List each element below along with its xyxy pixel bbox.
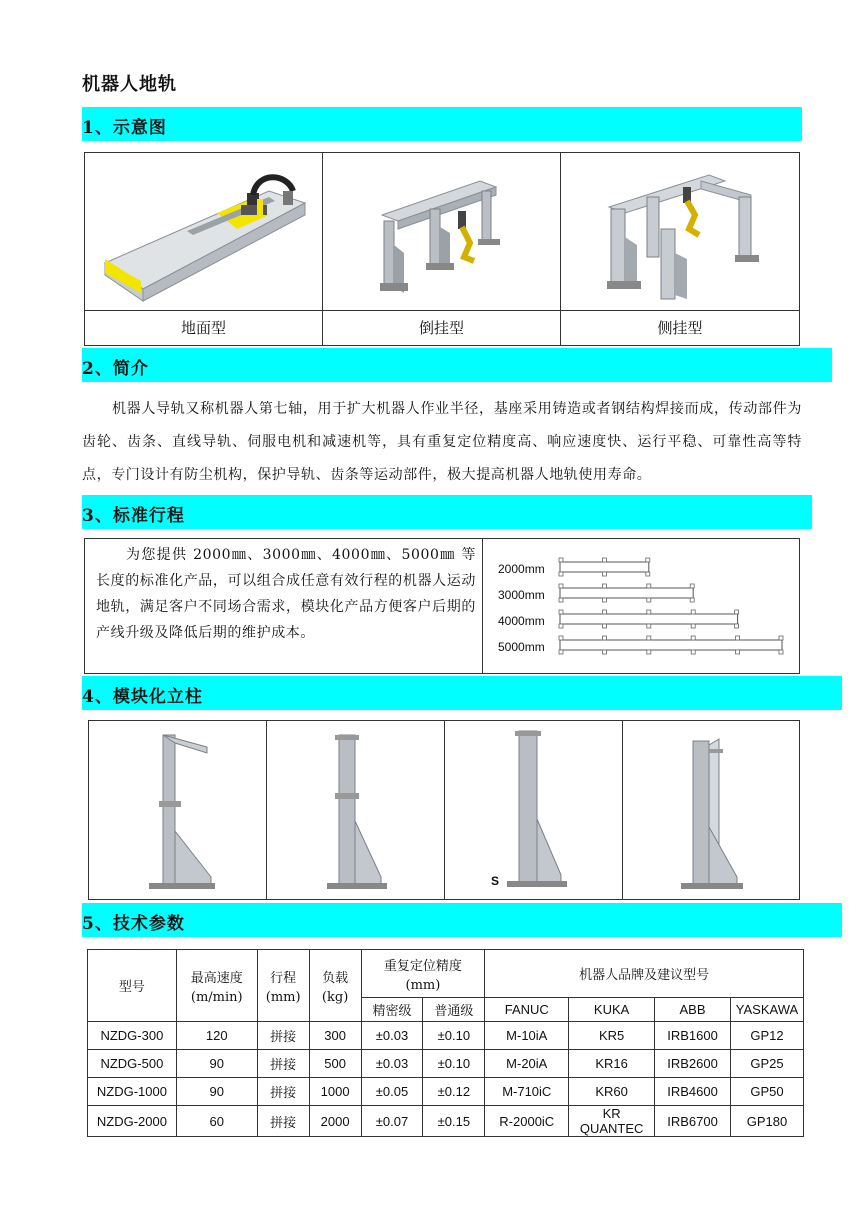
- section-title: 2、简介: [82, 359, 149, 379]
- length-label-4000: 4000mm: [498, 614, 545, 628]
- section-header-intro: [82, 348, 832, 382]
- rail-bracket: [602, 650, 606, 654]
- header-brands: 机器人品牌及建议型号: [485, 950, 804, 998]
- rail-bracket: [647, 636, 651, 640]
- table-row: NZDG-1000 90 拼接 1000 ±0.05 ±0.12 M-710iC KR60 IRB4600 GP50: [88, 1078, 804, 1106]
- header-fanuc: FANUC: [485, 998, 569, 1022]
- column-type-1-image: [135, 731, 225, 893]
- side-type-image: [601, 167, 765, 301]
- rail-bracket: [779, 650, 783, 654]
- section-header-columns: [82, 676, 842, 710]
- header-yaskawa: YASKAWA: [730, 998, 803, 1022]
- caption-floor-type: 地面型: [180, 319, 226, 337]
- table-row: NZDG-2000 60 拼接 2000 ±0.07 ±0.15 R-2000iC KR QUANTEC IRB6700 GP180: [88, 1106, 804, 1137]
- rail-bar-5000: [560, 640, 782, 650]
- rail-bracket: [602, 572, 606, 576]
- length-label-5000: 5000mm: [498, 640, 545, 654]
- floor-type-image: [97, 161, 311, 303]
- section-header-diagram: [82, 107, 802, 141]
- header-speed: 最高速度 (m/min): [176, 950, 257, 1022]
- rail-bracket: [602, 558, 606, 562]
- diagram-table: [84, 152, 800, 346]
- rail-length-diagram: [555, 550, 790, 660]
- section-title: 5、技术参数: [82, 914, 185, 934]
- rail-bracket: [736, 636, 740, 640]
- rail-bar-4000: [560, 614, 738, 624]
- rail-bracket: [559, 598, 563, 602]
- section-title: 1、示意图: [82, 118, 167, 138]
- caption-inverted-type: 倒挂型: [418, 319, 464, 337]
- column-mark: S: [491, 874, 500, 888]
- rail-bracket: [559, 558, 563, 562]
- section-title: 3、标准行程: [82, 506, 185, 526]
- header-load: 负载 (kg): [309, 950, 361, 1022]
- inverted-type-image: [370, 175, 520, 299]
- rail-bracket: [647, 624, 651, 628]
- section-header-stroke: [82, 495, 812, 529]
- header-model: 型号: [88, 950, 177, 1022]
- rail-bar-2000: [560, 562, 649, 572]
- rail-bracket: [602, 636, 606, 640]
- rail-bracket: [735, 624, 739, 628]
- rail-bracket: [647, 584, 651, 588]
- rail-bracket: [647, 650, 651, 654]
- rail-bracket: [602, 624, 606, 628]
- header-normal: 普通级: [423, 998, 485, 1022]
- header-precise: 精密级: [361, 998, 423, 1022]
- table-row: NZDG-500 90 拼接 500 ±0.03 ±0.10 M-20iA KR16 IRB2600 GP25: [88, 1050, 804, 1078]
- header-kuka: KUKA: [569, 998, 655, 1022]
- rail-bracket: [690, 598, 694, 602]
- rail-bracket: [690, 584, 694, 588]
- rail-bracket: [647, 598, 651, 602]
- rail-bracket: [559, 624, 563, 628]
- rail-bracket: [691, 636, 695, 640]
- params-table: [87, 949, 804, 1137]
- rail-bracket: [602, 584, 606, 588]
- rail-bracket: [559, 572, 563, 576]
- column-type-2-image: [315, 731, 405, 893]
- rail-bracket: [559, 650, 563, 654]
- section-header-params: [82, 903, 842, 937]
- rail-bracket: [736, 650, 740, 654]
- caption-side-type: 侧挂型: [657, 319, 703, 337]
- rail-bracket: [559, 636, 563, 640]
- rail-bracket: [559, 610, 563, 614]
- table-row: NZDG-300 120 拼接 300 ±0.03 ±0.10 M-10iA KR5 IRB1600 GP12: [88, 1022, 804, 1050]
- header-abb: ABB: [655, 998, 731, 1022]
- rail-bracket: [735, 610, 739, 614]
- section-title: 4、模块化立柱: [82, 687, 203, 707]
- rail-bracket: [602, 610, 606, 614]
- intro-paragraph: 机器人导轨又称机器人第七轴，用于扩大机器人作业半径，基座采用铸造或者钢结构焊接而成，传动部件为齿轮、齿条、直线导轨、伺服电机和减速机等，具有重复定位精度高、响应速度快、运行平稳、可靠性高等特点，专门设计有防尘机构，保护导轨、齿条等运动部件，极大提高机器人地轨使用寿命。: [82, 401, 802, 483]
- rail-bracket: [779, 636, 783, 640]
- header-stroke: 行程 (mm): [257, 950, 309, 1022]
- header-precision: 重复定位精度 (mm): [361, 950, 485, 998]
- rail-bracket: [691, 610, 695, 614]
- rail-bracket: [602, 598, 606, 602]
- column-type-3-image: [489, 729, 589, 893]
- column-type-4-image: [667, 731, 767, 893]
- rail-bracket: [647, 610, 651, 614]
- rail-bracket: [691, 650, 695, 654]
- stroke-paragraph: 为您提供 2000㎜、3000㎜、4000㎜、5000㎜ 等长度的标准化产品，可以组合成任意有效行程的机器人运动地轨，满足客户不同场合需求，模块化产品方便客户后期的产线升级及降低后期的维护成本。: [96, 547, 476, 641]
- length-label-3000: 3000mm: [498, 588, 545, 602]
- length-label-2000: 2000mm: [498, 562, 545, 576]
- rail-bracket: [646, 572, 650, 576]
- rail-bracket: [559, 584, 563, 588]
- rail-bracket: [646, 558, 650, 562]
- rail-bracket: [691, 624, 695, 628]
- page-title: 机器人地轨: [82, 74, 177, 95]
- rail-bar-3000: [560, 588, 693, 598]
- columns-table: [88, 720, 800, 900]
